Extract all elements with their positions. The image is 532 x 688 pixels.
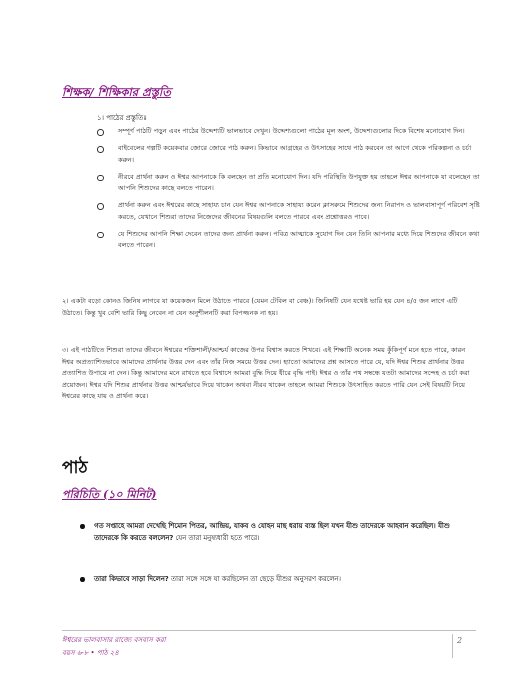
teacher-prep-heading: শিক্ষক/ শিক্ষিকার প্রস্তুতি [62,85,171,99]
filled-bullet-icon [80,577,85,582]
question-1-answer: যেন তারা মনুষ্যধারী হতে পারে। [173,534,260,542]
question-2-bold: তারা কিভাবে সাড়া দিলেন? [94,575,169,583]
intro-question-2 [80,573,476,585]
prep-bullet-text: নীরবে প্রার্থনা করুন ও ঈশ্বর আপনাকে কি বলছেন তা প্রতি মনোযোগ দিন। যদি পরিস্থিতি উপযুক্ত হয় তাহলে ঈশ্বর আপনাকে যা বলেছেন তা আপনি শিশুদের কাছে বলতে পারেন। [118,172,480,192]
page-number: 2 [457,636,463,645]
prep-bullet [97,126,482,138]
page-number-divider [452,634,453,658]
prep-bullet [97,229,482,252]
hollow-circle-bullet-icon [97,175,104,182]
hollow-circle-bullet-icon [97,232,104,239]
prep-bullet-text: প্রার্থনা করুন এবং ঈশ্বরের কাছে সাহায্য চান যেন ঈশ্বর আপনাকে সাহায্য করেন ক্লাসরুমে শিশুদের জন্য নিরাপদ ও ভালবাসাপূর্ণ পরিবেশ সৃষ্টি করতে, যেখানে শিশুরা তাদের নিজেদের জীবনের বিষয়গুলি বলতে পারবে এবং প্রশ্নোত্তরও পাবে। [118,201,480,221]
question-2-answer: তারা সঙ্গে সঙ্গে যা করছিলেন তা ছেড়ে যীশুর অনুসরণ করলেন। [168,575,341,583]
filled-bullet-icon [80,524,85,529]
prep-paragraph-3: ৩। এই পাঠটিতে শিশুরা তাদের জীবনে ঈশ্বরের শক্তিশালী/আশ্চর্য কাজের উপর বিশ্বাস করতে শিখবে। এই শিক্ষাটি অনেক সময় কুঁকিপূর্ণ মনে হতে পারে, কারন ঈশ্বর অপ্রত্যাশিতভাবে আমাদের প্রার্থনার উত্তর দেন এবং তাঁর নিজ সময়ে উত্তর দেন। হ্যাতো আমাদের প্রশ্ন আসতে পারে যে, যদি ঈশ্বর শিশুর প্রার্থনার উত্তর প্রত্যাশিত উপায়ে না দেন। কিন্তু আমাদের মনে রাখতে হবে বিশ্বাসে আমরা বুদ্ধি দিয়ে ধীরে বৃদ্ধি পাই। ঈশ্বর ও তাঁর পথ সম্বন্ধে যতটা আমাদের সন্দেহ ও চর্চা করা প্রয়োজন। ঈশ্বর যদি শিশুর প্রার্থনার উত্তর আশ্চর্যভাবে দিয়ে থাকেন অথবা নীরব থাকেন তাহলে আমরা শিশুকে উৎসাহিত করতে পারি যেন সেই বিষয়টি নিয়ে ঈশ্বরের কাছে যায় ও প্রার্থনা করে। [62,346,470,400]
footer-divider [62,630,476,631]
hollow-circle-bullet-icon [97,203,104,210]
prep-bullet-text: বাইবেলের গল্পটি কয়েকবার জোরে জোরে পাঠ করুন। কিভাবে আগ্রহের ও উৎসাহের সাথে পাঠ করবেন তা আগে থেকে পরিকল্পনা ও চর্চা করুন। [118,144,472,164]
question-1-bold: গত সপ্তাহে আমরা দেখেছি শিমোন পিতর, আন্দ্রিয়, যাকব ও যোহন মাছ ধরায় ব্যস্ত ছিল যখন যীশু তাদেরকে আহবান করেছিল। যীশু তাদেরকে কি করতে বললেন? [94,522,450,542]
introduction-heading: পরিচিতি (১০ মিনিট) [62,488,157,501]
footer-subtitle: বয়স ৬-৮ • পাঠ ২৪ [62,649,119,657]
prep-bullet-text: সম্পূর্ণ পাঠটি পড়ুন এবং পাঠের উদ্দেশ্যটি ভালভাবে দেখুন। উদ্দেশ্যগুলো পাঠের মূল অংশ, উদ্দেশ্যগুলোর দিকে বিশেষ মনোযোগ দিন। [118,127,465,135]
intro-question-1 [80,520,476,544]
hollow-circle-bullet-icon [97,146,104,153]
prep-paragraph-2: ২। একটা বড়ো কোনও জিনিষ লাগবে যা কয়েকজন মিলে উঠাতে পারবে (যেমন টেবিল বা বেঞ্চ)। জিনিষটি যেন যথেষ্ট ভারি হয় যেন ৪/৫ জন লাগে এটি উঠাতে। কিন্তু খুব বেশি ভারি কিছু নেবেন না যেন অনুশীলনটি করা বিপজ্জনক না হয়। [62,297,458,317]
prep-label: ১। পাঠের প্রস্তুতিঃ [97,114,147,122]
prep-bullet [97,172,482,195]
footer-title: ঈশ্বরের ভালবাসার রাজ্যে বসবাস করা [62,636,166,644]
lesson-heading: পাঠ [62,458,88,478]
hollow-circle-bullet-icon [97,129,104,136]
prep-bullet [97,200,482,223]
prep-bullet-list [97,126,482,257]
prep-bullet-text: যে শিশুদের আপনি শিক্ষা দেবেন তাদের জন্য প্রার্থনা করুন। পবিত্র আত্মাকে সুযোগ দিন যেন তিনি আপনার মধ্যে দিয়ে শিশুদের জীবনে কথা বলতে পারেন। [118,229,480,249]
prep-bullet [97,143,482,166]
